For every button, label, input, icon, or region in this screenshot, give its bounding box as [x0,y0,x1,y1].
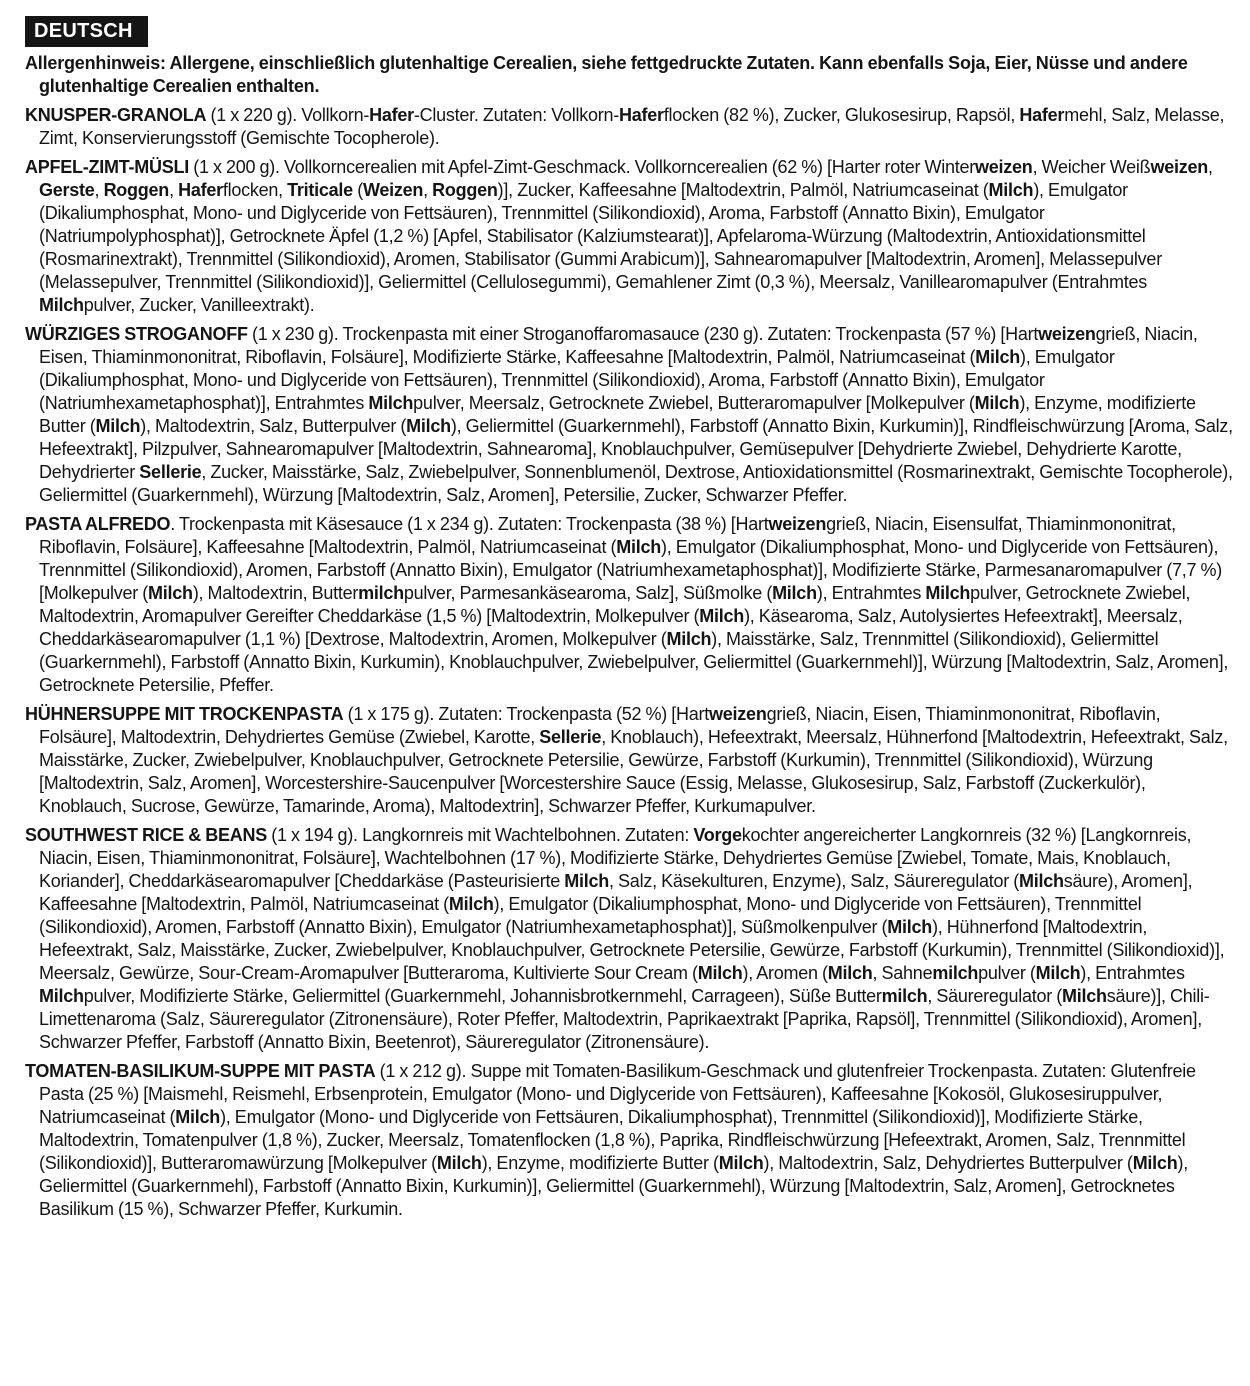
allergen-bold-text: weizen [975,157,1033,177]
allergen-bold-text: Milch [406,416,451,436]
allergen-bold-text: Milch [616,537,661,557]
allergen-bold-text: KNUSPER-GRANOLA [25,105,207,125]
allergen-bold-text: Hafer [618,105,664,125]
allergen-bold-text: Milch [827,963,873,983]
allergen-bold-text: Milch [1061,986,1107,1006]
allergen-bold-text: weizen [709,704,767,724]
allergen-bold-text: Milch [368,393,414,413]
allergen-bold-text: HÜHNERSUPPE MIT TROCKENPASTA [25,704,344,724]
ingredients-list [25,52,1234,1221]
allergen-bold-text: Milch [1035,963,1081,983]
allergen-bold-text: weizen [1038,324,1096,344]
allergen-bold-text: Weizen [362,180,424,200]
allergen-bold-text: Milch [974,393,1020,413]
allergen-bold-text: milch [881,986,928,1006]
allergen-bold-text: Hafer [369,105,414,125]
allergen-bold-text: Milch [39,986,84,1006]
allergen-bold-text: Milch [95,416,141,436]
allergen-bold-text: weizen [768,514,827,534]
paragraph-huehnersuppe-mit-trockenpasta: HÜHNERSUPPE MIT TROCKENPASTA (1 x 175 g). Zutaten: Trockenpasta (52 %) [Hartweizengrieß, Niacin, Eisen, Thiaminmononitrat, Riboflavin, Folsäure], Maltodextrin, Dehydriertes Gemüse (Zwiebel, Karotte, Sellerie, Knoblauch), Hefeextrakt, Meersalz, Hühnerfond [Maltodextrin, Hefeextrakt, Salz, Maisstärke, Zucker, Zwiebelpulver, Knoblauchpulver, Getrocknete Petersilie, Gewürze, Farbstoff (Kurkumin), Trennmittel (Silikondioxid), Würzung [Maltodextrin, Salz, Aromen], Worcestershire-Saucenpulver [Worcestershire Sauce (Essig, Melasse, Glukosesirup, Salz, Farbstoff (Zuckerkulör), Knoblauch, Sucrose, Gewürze, Tamarinde, Aroma), Maltodextrin], Schwarzer Pfeffer, Kurkumapulver. [25,704,1228,816]
allergen-bold-text: Sellerie [139,462,202,482]
allergen-bold-text: Milch [988,180,1034,200]
allergen-bold-text: Roggen [103,180,170,200]
allergen-bold-text: Milch [772,583,817,603]
language-header-tab [25,16,148,47]
paragraph-apfel-zimt-muesli: APFEL-ZIMT-MÜSLI (1 x 200 g). Vollkorncerealien mit Apfel-Zimt-Geschmack. Vollkorncerealien (62 %) [Harter roter Winterweizen, Weicher Weißweizen, Gerste, Roggen, Haferflocken, Triticale (Weizen, Roggen)], Zucker, Kaffeesahne [Maltodextrin, Palmöl, Natriumcaseinat (Milch), Emulgator (Dikaliumphosphat, Mono- und Diglyceride von Fettsäuren), Trennmittel (Silikondioxid), Aroma, Farbstoff (Annatto Bixin), Emulgator (Natriumpolyphosphat)], Getrocknete Äpfel (1,2 %) [Apfel, Stabilisator (Kalziumstearat)], Apfelaroma-Würzung (Maltodextrin, Antioxidationsmittel (Rosmarinextrakt), Trennmittel (Silikondioxid), Aromen, Stabilisator (Gummi Arabicum)], Sahnearomapulver [Maltodextrin, Aromen], Melassepulver (Melassepulver, Trennmittel (Silikondioxid)], Geliermittel (Cellulosegummi), Gemahlener Zimt (0,3 %), Meersalz, Vanillearomapulver (Entrahmtes Milchpulver, Zucker, Vanilleextrakt). [25,157,1213,315]
allergen-bold-text: SOUTHWEST RICE & BEANS [25,825,268,845]
allergen-bold-text: Milch [436,1153,482,1173]
allergen-bold-text: Milch [975,347,1021,367]
allergen-bold-text: milch [932,963,979,983]
allergen-notice: Allergenhinweis: Allergene, einschließlich glutenhaltige Cerealien, siehe fettgedruckte Zutaten. Kann ebenfalls Soja, Eier, Nüsse und andere glutenhaltige Cerealien enthalten. [25,53,1188,96]
allergen-bold-text: Triticale [287,180,353,200]
paragraph-southwest-rice-beans: SOUTHWEST RICE & BEANS (1 x 194 g). Langkornreis mit Wachtelbohnen. Zutaten: Vorgekochter angereicherter Langkornreis (32 %) [Langkornreis, Niacin, Eisen, Thiaminmononitrat, Folsäure], Wachtelbohnen (17 %), Modifizierte Stärke, Dehydriertes Gemüse [Zwiebel, Tomate, Mais, Knoblauch, Koriander], Cheddarkäsearomapulver [Cheddarkäse (Pasteurisierte Milch, Salz, Käsekulturen, Enzyme), Salz, Säureregulator (Milchsäure), Aromen], Kaffeesahne [Maltodextrin, Palmöl, Natriumcaseinat (Milch), Emulgator (Dikaliumphosphat, Mono- und Diglyceride von Fettsäuren), Trennmittel (Silikondioxid), Aromen, Farbstoff (Annatto Bixin), Emulgator (Natriumhexametaphosphat)], Süßmolkenpulver (Milch), Hühnerfond [Maltodextrin, Hefeextrakt, Salz, Maisstärke, Zucker, Zwiebelpulver, Knoblauchpulver, Getrocknete Petersilie, Gewürze, Farbstoff (Kurkumin), Trennmittel (Silikondioxid)], Meersalz, Gewürze, Sour-Cream-Aromapulver [Butteraroma, Kultivierte Sour Cream (Milch), Aromen (Milch, Sahnemilchpulver (Milch), Entrahmtes Milchpulver, Modifizierte Stärke, Geliermittel (Guarkernmehl, Johannisbrotkernmehl, Carrageen), Süße Buttermilch, Säureregulator (Milchsäure)], Chili-Limettenaroma (Salz, Säureregulator (Zitronensäure), Roter Pfeffer, Maltodextrin, Paprikaextrakt [Paprika, Rapsöl], Trennmittel (Silikondioxid), Aromen], Schwarzer Pfeffer, Farbstoff (Annatto Bixin, Beetenrot), Säureregulator (Zitronensäure). [25,825,1225,1052]
paragraph-wuerziges-stroganoff: WÜRZIGES STROGANOFF (1 x 230 g). Trockenpasta mit einer Stroganoffaromasauce (230 g). Zutaten: Trockenpasta (57 %) [Hartweizengrieß, Niacin, Eisen, Thiaminmononitrat, Riboflavin, Folsäure], Modifizierte Stärke, Kaffeesahne [Maltodextrin, Palmöl, Natriumcaseinat (Milch), Emulgator (Dikaliumphosphat, Mono- und Diglyceride von Fettsäuren), Trennmittel (Silikondioxid), Aroma, Farbstoff (Annatto Bixin), Emulgator (Natriumhexametaphosphat)], Entrahmtes Milchpulver, Meersalz, Getrocknete Zwiebel, Butteraromapulver [Molkepulver (Milch), Enzyme, modifizierte Butter (Milch), Maltodextrin, Salz, Butterpulver (Milch), Geliermittel (Guarkernmehl), Farbstoff (Annatto Bixin, Kurkumin)], Rindfleischwürzung [Aroma, Salz, Hefeextrakt], Pilzpulver, Sahnearomapulver [Maltodextrin, Sahnearoma], Knoblauchpulver, Gemüsepulver [Dehydrierte Zwiebel, Dehydrierte Karotte, Dehydrierter Sellerie, Zucker, Maisstärke, Salz, Zwiebelpulver, Sonnenblumenöl, Dextrose, Antioxidationsmittel (Rosmarinextrakt, Gemischte Tocopherole), Geliermittel (Guarkernmehl), Würzung [Maltodextrin, Salz, Aromen], Petersilie, Zucker, Schwarzer Pfeffer. [25,324,1233,505]
allergen-bold-text: Milch [564,871,610,891]
allergen-bold-text: Milch [699,606,745,626]
allergen-bold-text: Milch [1019,871,1064,891]
allergen-bold-text: Roggen [432,180,498,200]
allergen-bold-text: Milch [448,894,494,914]
allergen-bold-text: Hafer [1019,105,1065,125]
allergen-bold-text: Milch [697,963,743,983]
allergen-bold-text: Milch [666,629,712,649]
allergen-bold-text: Milch [175,1107,221,1127]
allergen-bold-text: APFEL-ZIMT-MÜSLI [25,157,189,177]
paragraph-tomaten-basilikum-suppe-mit-pasta: TOMATEN-BASILIKUM-SUPPE MIT PASTA (1 x 212 g). Suppe mit Tomaten-Basilikum-Geschmack und glutenfreier Trockenpasta. Zutaten: Glutenfreie Pasta (25 %) [Maismehl, Reismehl, Erbsenprotein, Emulgator (Mono- und Diglyceride von Fettsäuren), Kaffeesahne [Kokosöl, Glukosesiruppulver, Natriumcaseinat (Milch), Emulgator (Mono- und Diglyceride von Fettsäuren, Dikaliumphosphat), Trennmittel (Silikondioxid)], Modifizierte Stärke, Maltodextrin, Tomatenpulver (1,8 %), Zucker, Meersalz, Tomatenflocken (1,8 %), Paprika, Rindfleischwürzung [Hefeextrakt, Aromen, Salz, Trennmittel (Silikondioxid)], Butteraromawürzung [Molkepulver (Milch), Enzyme, modifizierte Butter (Milch), Maltodextrin, Salz, Dehydriertes Butterpulver (Milch), Geliermittel (Guarkernmehl), Farbstoff (Annatto Bixin, Kurkumin)], Geliermittel (Guarkernmehl), Würzung [Maltodextrin, Salz, Aromen], Getrocknetes Basilikum (15 %), Schwarzer Pfeffer, Kurkumin. [25,1061,1196,1219]
allergen-bold-text: milch [358,583,404,603]
allergen-bold-text: Milch [39,295,84,315]
allergen-bold-text: Milch [887,917,933,937]
paragraph-knusper-granola: KNUSPER-GRANOLA (1 x 220 g). Vollkorn-Hafer-Cluster. Zutaten: Vollkorn-Haferflocken (82 %), Zucker, Glukosesirup, Rapsöl, Hafermehl, Salz, Melasse, Zimt, Konservierungsstoff (Gemischte Tocopherole). [25,105,1225,148]
allergen-bold-text: Gerste [39,180,95,200]
allergen-bold-text: Hafer [178,180,223,200]
allergen-bold-text: Milch [718,1153,764,1173]
allergen-bold-text: Sellerie [539,727,602,747]
allergen-bold-text: Milch [925,583,971,603]
paragraph-pasta-alfredo: PASTA ALFREDO. Trockenpasta mit Käsesauce (1 x 234 g). Zutaten: Trockenpasta (38 %) [Hartweizengrieß, Niacin, Eisensulfat, Thiaminmononitrat, Riboflavin, Folsäure], Kaffeesahne [Maltodextrin, Palmöl, Natriumcaseinat (Milch), Emulgator (Dikaliumphosphat, Mono- und Diglyceride von Fettsäuren), Trennmittel (Silikondioxid), Aromen, Farbstoff (Annatto Bixin), Emulgator (Natriumhexametaphosphat)], Modifizierte Stärke, Parmesanaromapulver (7,7 %) [Molkepulver (Milch), Maltodextrin, Buttermilchpulver, Parmesankäsearoma, Salz], Süßmolke (Milch), Entrahmtes Milchpulver, Getrocknete Zwiebel, Maltodextrin, Aromapulver Gereifter Cheddarkäse (1,5 %) [Maltodextrin, Molkepulver (Milch), Käsearoma, Salz, Autolysiertes Hefeextrakt], Meersalz, Cheddarkäsearomapulver (1,1 %) [Dextrose, Maltodextrin, Aromen, Molkepulver (Milch), Maisstärke, Salz, Trennmittel (Silikondioxid), Geliermittel (Guarkernmehl), Farbstoff (Annatto Bixin, Kurkumin), Knoblauchpulver, Zwiebelpulver, Geliermittel (Guarkernmehl)], Würzung [Maltodextrin, Salz, Aromen], Getrocknete Petersilie, Pfeffer. [25,514,1229,695]
allergen-bold-text: PASTA ALFREDO [25,514,171,534]
allergen-bold-text: Milch [1132,1153,1178,1173]
allergen-bold-text: WÜRZIGES STROGANOFF [25,324,248,344]
allergen-bold-text: weizen [1150,157,1208,177]
allergen-bold-text: Vorge [693,825,742,845]
allergen-bold-text: Milch [148,583,193,603]
language-label: DEUTSCH [34,20,133,42]
allergen-bold-text: TOMATEN-BASILIKUM-SUPPE MIT PASTA [25,1061,376,1081]
